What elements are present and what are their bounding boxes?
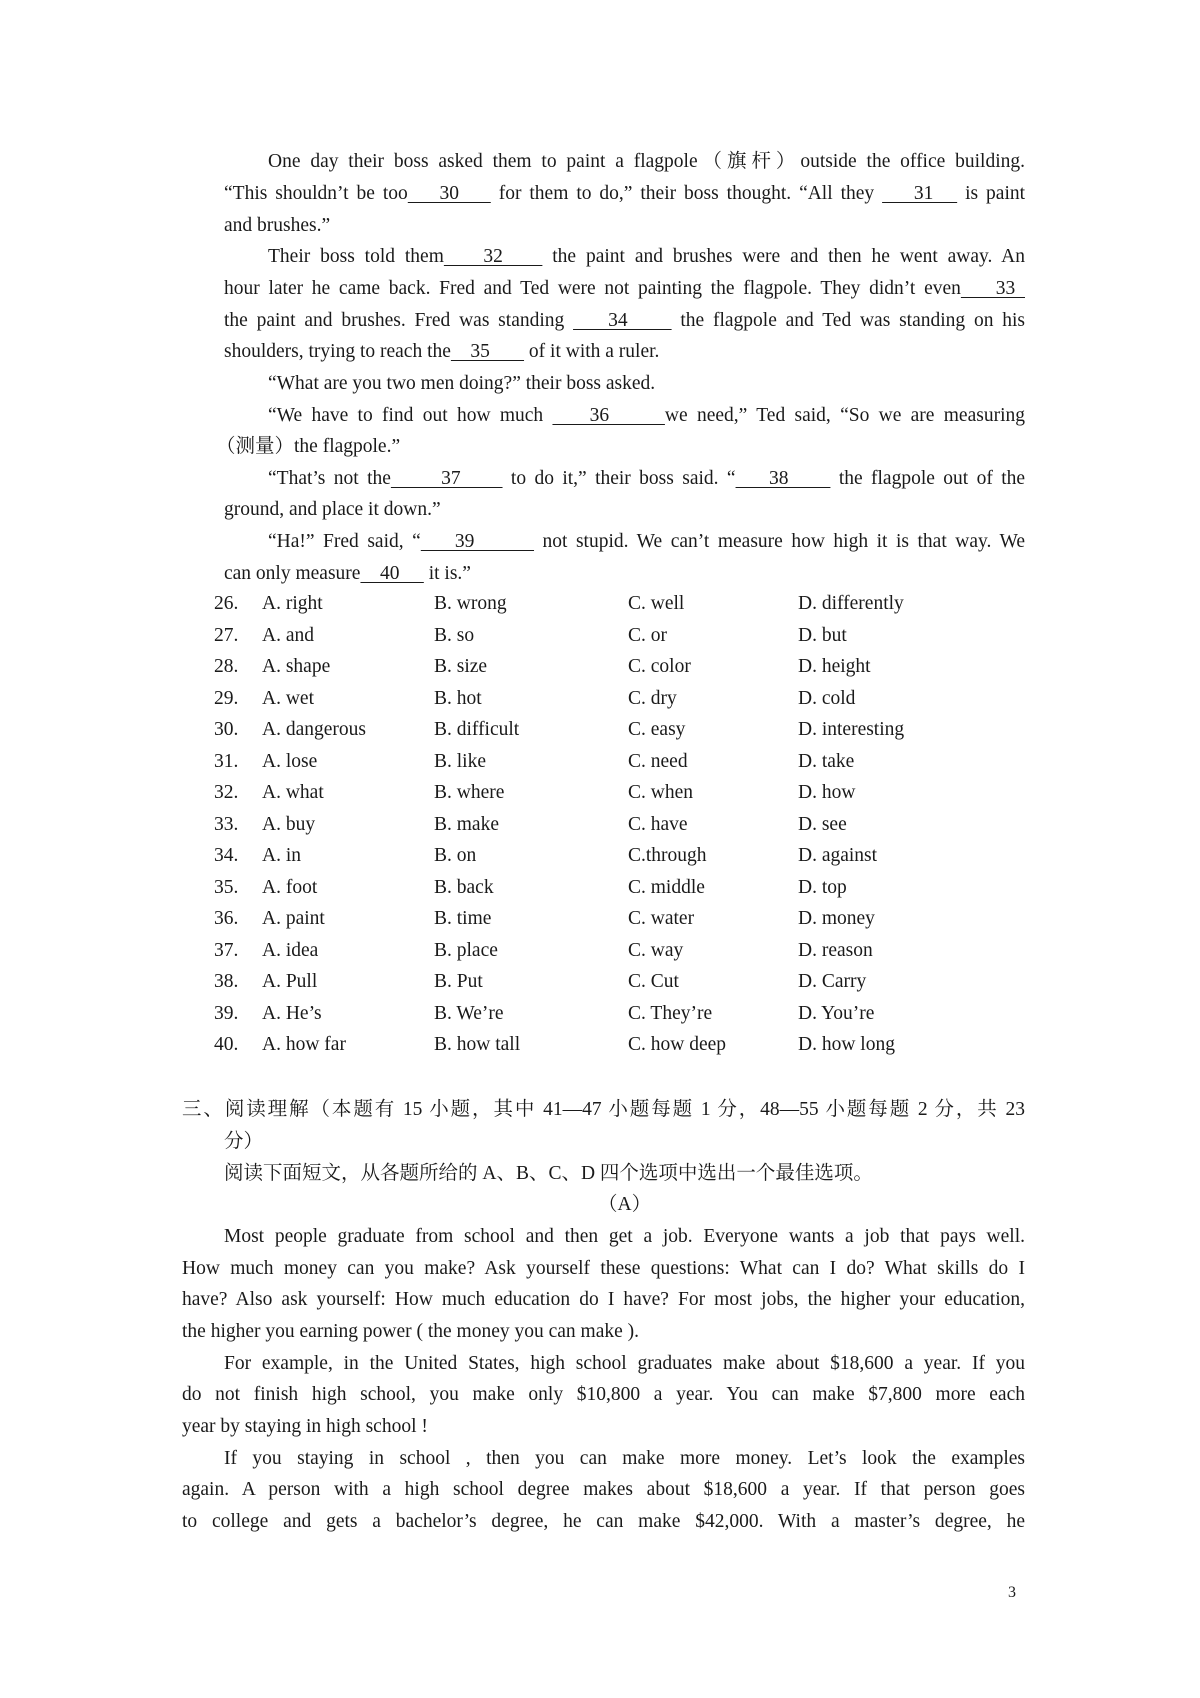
option-d: D. take [798, 750, 855, 772]
option-b: B. make [434, 813, 499, 835]
option-d: D. height [798, 656, 871, 677]
option-b: B. difficult [434, 719, 520, 740]
passage-line: “Ha!” Fred said, “ 39 not stupid. We can’t measure how high it is that way. We [268, 531, 1026, 552]
option-b: B. hot [434, 687, 482, 709]
passage-line: have? Also ask yourself: How much education do I have? For most jobs, the higher your education, [182, 1289, 1025, 1310]
question-number: 39. [214, 1002, 239, 1024]
option-d: D. interesting [798, 719, 905, 740]
option-b: B. place [434, 939, 498, 961]
option-d: D. differently [798, 593, 904, 614]
option-d: D. You’re [798, 1002, 875, 1024]
option-c: C. They’re [628, 1002, 713, 1024]
passage-line: （测量）the flagpole.” [216, 436, 401, 457]
option-b: B. Put [434, 971, 483, 992]
passage-line: If you staying in school , then you can make more money. Let’s look the examples [224, 1448, 1025, 1469]
passage-line: For example, in the United States, high school graduates make about $18,600 a year. If you [224, 1353, 1025, 1374]
passage-line: to college and gets a bachelor’s degree, he can make $42,000. With a master’s degree, he [182, 1511, 1025, 1532]
blank-36: 36 [552, 405, 665, 426]
option-c: C. well [628, 593, 685, 614]
option-b: B. wrong [434, 593, 507, 614]
blank-38: 38 [735, 468, 831, 489]
option-b: B. where [434, 782, 505, 803]
option-a: A. how far [262, 1034, 346, 1055]
blank-40: 40 [360, 563, 424, 584]
blank-37: 37 [390, 468, 503, 489]
passage-line: the paint and brushes. Fred was standing 34 the flagpole and Ted was standing on his [224, 310, 1025, 331]
blank-32: 32 [443, 246, 543, 267]
question-number: 33. [214, 813, 239, 835]
blank-34: 34 [573, 310, 672, 331]
option-c: C. water [628, 908, 695, 929]
option-b: B. on [434, 845, 477, 866]
option-b: B. back [434, 876, 494, 898]
passage-line: Their boss told them 32 the paint and brushes were and then he went away. An [268, 246, 1026, 267]
question-number: 40. [214, 1034, 239, 1055]
option-d: D. but [798, 624, 847, 646]
blank-33: 33 [960, 278, 1025, 299]
option-d: D. how long [798, 1034, 895, 1055]
question-number: 29. [214, 687, 239, 709]
passage-line: “We have to find out how much 36 we need,” Ted said, “So we are measuring [268, 405, 1025, 426]
option-a: A. in [262, 845, 301, 866]
option-b: B. like [434, 750, 486, 772]
question-number: 28. [214, 656, 239, 677]
option-d: D. top [798, 876, 847, 898]
option-b: B. time [434, 908, 492, 929]
option-c: C. how deep [628, 1034, 727, 1055]
option-c: C. dry [628, 687, 677, 709]
option-a: A. right [262, 593, 323, 614]
option-d: D. money [798, 908, 875, 929]
blank-35: 35 [450, 341, 525, 362]
option-c: C. when [628, 782, 693, 803]
option-d: D. Carry [798, 971, 867, 992]
option-a: A. He’s [262, 1002, 322, 1024]
option-d: D. cold [798, 687, 856, 709]
option-a: A. dangerous [262, 719, 366, 740]
passage-line: One day their boss asked them to paint a flagpole（旗杆）outside the office building. [268, 151, 1025, 172]
option-c: C. need [628, 750, 688, 772]
passage-line: Most people graduate from school and then get a job. Everyone wants a job that pays well. [224, 1226, 1025, 1247]
question-number: 36. [214, 908, 239, 929]
passage-line: the higher you earning power ( the money you can make ). [182, 1321, 640, 1342]
option-a: A. lose [262, 750, 318, 772]
blank-31: 31 [882, 183, 958, 204]
page-number: 3 [1008, 1584, 1016, 1601]
option-a: A. foot [262, 876, 318, 898]
section-title: 三、阅读理解（本题有 15 小题，其中 41—47 小题每题 1 分，48—55 小题每题 2 分，共 23 [182, 1099, 1025, 1120]
option-b: B. so [434, 624, 475, 646]
question-number: 34. [214, 845, 239, 866]
question-number: 38. [214, 971, 239, 992]
passage-line: again. A person with a high school degree makes about $18,600 a year. If that person goes [182, 1479, 1025, 1500]
passage-line: ground, and place it down.” [224, 499, 441, 520]
option-c: C. easy [628, 719, 686, 740]
option-c: C. or [628, 624, 667, 646]
option-c: C. middle [628, 876, 705, 898]
option-c: C. color [628, 656, 691, 677]
option-c: C. way [628, 939, 684, 961]
option-a: A. buy [262, 813, 316, 835]
question-number: 32. [214, 782, 239, 803]
option-a: A. what [262, 782, 324, 803]
question-number: 31. [214, 750, 239, 772]
option-d: D. against [798, 845, 878, 866]
option-d: D. see [798, 813, 847, 835]
option-b: B. how tall [434, 1034, 521, 1055]
passage-line: do not finish high school, you make only $10,800 a year. You can make $7,800 more each [182, 1384, 1025, 1405]
question-number: 35. [214, 876, 239, 898]
option-c: C. Cut [628, 971, 679, 992]
question-number: 37. [214, 939, 239, 961]
option-b: B. We’re [434, 1002, 504, 1024]
option-d: D. reason [798, 939, 873, 961]
option-a: A. and [262, 624, 314, 646]
option-a: A. wet [262, 687, 314, 709]
passage-line: “What are you two men doing?” their boss asked. [268, 373, 656, 394]
question-number: 26. [214, 593, 239, 614]
option-c: C.through [628, 845, 707, 866]
passage-line: hour later he came back. Fred and Ted were not painting the flagpole. They didn’t even 33 [224, 278, 1025, 299]
passage-line: and brushes.” [224, 215, 331, 236]
passage-line: year by staying in high school ! [182, 1416, 428, 1437]
section-instruction: 阅读下面短文，从各题所给的 A、B、C、D 四个选项中选出一个最佳选项。 [224, 1163, 873, 1184]
option-a: A. Pull [262, 971, 318, 992]
option-d: D. how [798, 782, 856, 803]
option-a: A. paint [262, 908, 325, 929]
question-number: 30. [214, 719, 239, 740]
section-title-cont: 分） [224, 1131, 264, 1152]
question-number: 27. [214, 624, 239, 646]
blank-39: 39 [420, 531, 535, 552]
option-a: A. idea [262, 939, 319, 961]
passage-line: How much money can you make? Ask yourself these questions: What can I do? What skills do I [182, 1258, 1025, 1279]
option-b: B. size [434, 656, 488, 677]
option-c: C. have [628, 813, 688, 835]
passage-line: “That’s not the 37 to do it,” their boss said. “ 38 the flagpole out of the [268, 468, 1026, 489]
passage-line: “This shouldn’t be too 30 for them to do,” their boss thought. “All they 31 is paint [224, 183, 1026, 204]
passage-line: shoulders, trying to reach the 35 of it with a ruler. [224, 341, 660, 362]
option-a: A. shape [262, 656, 331, 677]
blank-30: 30 [407, 183, 491, 204]
passage-line: can only measure 40 it is.” [224, 563, 471, 584]
part-label: （A） [598, 1194, 652, 1215]
